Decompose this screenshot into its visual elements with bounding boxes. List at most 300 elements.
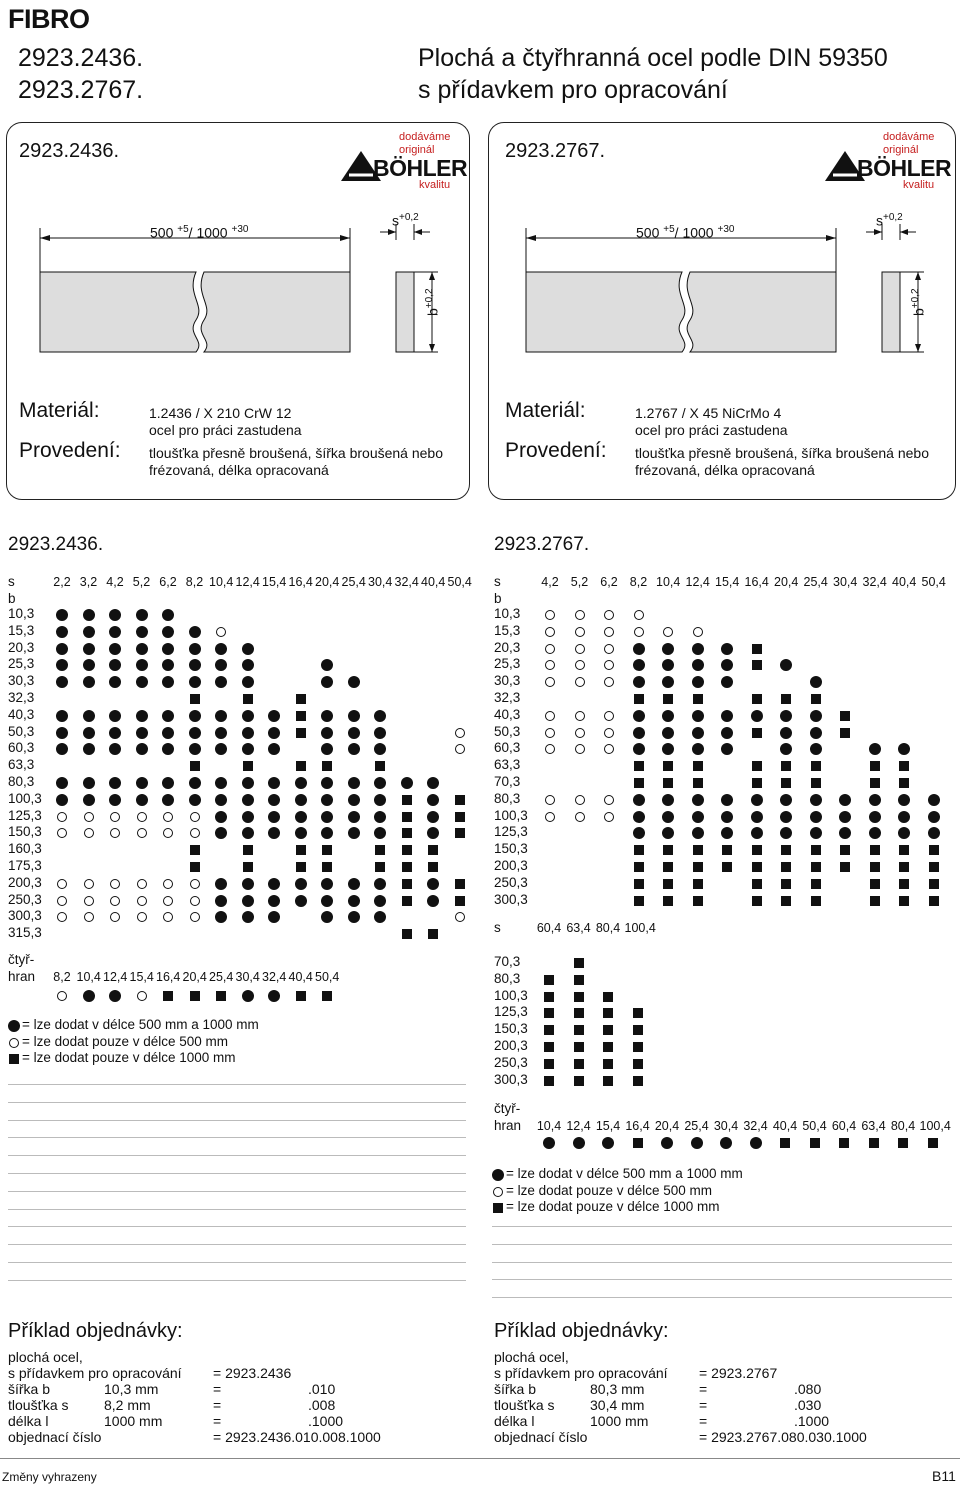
open-circle-mark [545,728,555,738]
panel-code: 2923.2436. [19,140,120,162]
full-circle-mark [348,727,360,739]
full-circle-mark [602,1137,614,1149]
s-column-header: 25,4 [341,575,366,589]
full-circle-mark [321,827,333,839]
example-equals: = [213,1397,222,1413]
open-circle-mark [9,1038,19,1048]
square-mark [296,845,306,855]
drawing-left [40,224,438,352]
full-circle-mark [83,710,95,722]
s-label: s [876,212,883,229]
square-mark [870,862,880,872]
example-label: plochá ocel, [8,1349,83,1365]
full-circle-mark [83,659,95,671]
full-circle-mark [662,659,674,671]
example-heading: Příklad objednávky: [494,1320,669,1342]
square-mark [574,992,584,1002]
b-row-label: 300,3 [8,908,42,924]
full-circle-mark [83,777,95,789]
full-circle-mark [348,827,360,839]
square-mark [243,694,253,704]
square-mark [781,778,791,788]
full-circle-mark [780,659,792,671]
full-circle-mark [215,878,227,890]
full-circle-mark [8,1020,20,1032]
full-circle-mark [691,1137,703,1149]
full-circle-mark [109,794,121,806]
full-circle-mark [374,794,386,806]
full-circle-mark [721,827,733,839]
legend-text: = lze dodat pouze v délce 500 mm [22,1033,229,1049]
square-mark [634,862,644,872]
note-line [8,1155,466,1156]
example-equals: = 2923.2436.010.008.1000 [213,1429,381,1445]
b-row-label: 30,3 [8,673,35,689]
square-mark [455,879,465,889]
s-column-header: 20,4 [774,575,799,589]
full-circle-mark [661,1137,673,1149]
full-circle-mark [162,710,174,722]
full-circle-mark [295,811,307,823]
b-row-label: 100,3 [494,807,528,823]
square-mark [899,896,909,906]
full-circle-mark [374,710,386,722]
full-circle-mark [215,811,227,823]
b-row-label: 63,3 [8,757,35,773]
square-mark [929,896,939,906]
square-mark [752,896,762,906]
s-column-header: 50,4 [921,575,946,589]
square-mark [402,929,412,939]
full-circle-mark [109,659,121,671]
example-label: délka l [8,1413,49,1429]
full-circle-mark [189,794,201,806]
example-value: 30,4 mm [590,1397,645,1413]
square-mark [693,896,703,906]
note-line [8,1244,466,1245]
s-column-header: 10,4 [209,575,234,589]
s-column-header: 32,4 [394,575,419,589]
full-circle-mark [633,811,645,823]
full-circle-mark [427,794,439,806]
b-tol: +0,2 [910,288,921,309]
square-mark [663,761,673,771]
b-row-label: 125,3 [8,807,42,823]
s-column-header: 12,4 [685,575,710,589]
full-circle-mark [633,794,645,806]
square-mark [574,1008,584,1018]
full-circle-mark [268,911,280,923]
full-circle-mark [242,794,254,806]
full-circle-mark [56,676,68,688]
logo-text-2: originál [399,144,435,156]
page-title: Plochá a čtyřhranná ocel podle DIN 59350 [418,44,888,72]
open-circle-mark [190,812,200,822]
legend-text: = lze dodat pouze v délce 500 mm [506,1182,713,1198]
full-circle-mark [427,777,439,789]
b-row-label: 200,3 [494,858,528,873]
open-circle-mark [545,627,555,637]
full-circle-mark [162,626,174,638]
example-equals: = 2923.2767.080.030.1000 [699,1429,867,1445]
open-circle-mark [545,744,555,754]
full-circle-mark [427,895,439,907]
example-equals: = [699,1381,708,1397]
square-mark [811,879,821,889]
logo-word: BÖHLER [373,155,468,181]
full-circle-mark [780,743,792,755]
full-circle-mark [662,811,674,823]
open-circle-mark [575,627,585,637]
execution-label: Provedení: [19,439,121,462]
full-circle-mark [374,777,386,789]
b-row-label: 250,3 [494,874,528,890]
length-sep: / [188,224,193,241]
b-row-label: 150,3 [8,824,42,840]
b-row-label: 80,3 [8,774,35,789]
square-mark [752,879,762,889]
full-circle-mark [633,676,645,688]
open-circle-mark [190,896,200,906]
full-circle-mark [721,794,733,806]
open-circle-mark [604,795,614,805]
full-circle-mark [215,911,227,923]
full-circle-mark [720,1137,732,1149]
open-circle-mark [110,828,120,838]
b-row-label: 300,3 [494,1071,528,1087]
full-circle-mark [268,990,280,1002]
full-circle-mark [721,811,733,823]
logo-text-1: dodáváme [883,131,935,143]
full-circle-mark [374,895,386,907]
square-mark [870,879,880,889]
square-mark [663,778,673,788]
full-circle-mark [839,811,851,823]
b-row-label: 315,3 [8,925,42,941]
full-circle-mark [898,811,910,823]
square-mark [811,778,821,788]
full-circle-mark [242,643,254,655]
square-mark [633,1025,643,1035]
square-mark [190,845,200,855]
square-mark [603,1008,613,1018]
open-circle-mark [604,627,614,637]
open-circle-mark [163,912,173,922]
full-circle-mark [109,676,121,688]
square-mark [402,862,412,872]
square-mark [574,1042,584,1052]
square-mark [899,879,909,889]
full-circle-mark [109,743,121,755]
s-column-header: 30,4 [833,575,858,589]
open-circle-mark [575,812,585,822]
square-mark [428,929,438,939]
length-tol-1: +5 [177,224,189,235]
b-header-label: b [494,591,502,606]
b-row-label: 50,3 [8,723,35,739]
technical-drawings [0,200,960,370]
full-circle-mark [928,794,940,806]
b-row-label: 20,3 [494,639,521,655]
s-column-header: 10,4 [656,575,681,589]
square-mark [296,862,306,872]
example-equals: = [213,1381,222,1397]
full-circle-mark [692,676,704,688]
full-circle-mark [692,710,704,722]
square-size-header: 63,4 [861,1119,886,1133]
square-mark [190,694,200,704]
full-circle-mark [348,895,360,907]
full-circle-mark [348,878,360,890]
note-line [492,1262,952,1263]
s-column-header: 12,4 [235,575,260,589]
square-mark [899,761,909,771]
full-circle-mark [56,626,68,638]
b-row-label: 60,3 [494,740,521,756]
open-circle-mark [545,677,555,687]
square-mark [752,728,762,738]
square-mark [322,845,332,855]
material-label: Materiál: [505,399,586,422]
full-circle-mark [295,794,307,806]
square-size-header: 25,4 [684,1119,709,1133]
square-size-header: 30,4 [235,970,260,984]
panel-code: 2923.2767. [505,140,606,162]
square-size-header: 40,4 [288,970,313,984]
example-label: objednací číslo [8,1429,102,1445]
square-mark [322,862,332,872]
square-mark [811,845,821,855]
s-column-header: 32,4 [862,575,887,589]
example-value: 8,2 mm [104,1397,151,1413]
logo-text-3: kvalitu [903,179,935,191]
full-circle-mark [215,659,227,671]
full-circle-mark [189,710,201,722]
square-mark [322,761,332,771]
s-column-header: 60,4 [536,921,562,935]
b-label: b [424,308,441,316]
square-size-header: 60,4 [831,1119,857,1133]
open-circle-mark [57,828,67,838]
square-mark [752,778,762,788]
full-circle-mark [215,676,227,688]
length-value-1: 500 [150,224,174,241]
full-circle-mark [56,609,68,621]
full-circle-mark [268,710,280,722]
full-circle-mark [295,827,307,839]
square-mark [296,761,306,771]
square-mark [663,694,673,704]
full-circle-mark [374,878,386,890]
b-row-label: 250,3 [494,1054,528,1070]
full-circle-mark [268,827,280,839]
square-size-header: 20,4 [654,1119,680,1133]
square-mark [375,845,385,855]
example-code-part: .1000 [794,1413,830,1429]
full-circle-mark [136,676,148,688]
example-code-part: .008 [308,1397,336,1413]
open-circle-mark [57,991,67,1001]
full-circle-mark [83,609,95,621]
full-circle-mark [374,911,386,923]
square-mark [544,992,554,1002]
full-circle-mark [374,727,386,739]
full-circle-mark [321,727,333,739]
full-circle-mark [633,643,645,655]
full-circle-mark [810,727,822,739]
s-column-header: 8,2 [185,575,204,589]
full-circle-mark [162,743,174,755]
table-title: 2923.2436. [8,534,104,555]
square-mark [296,711,306,721]
square-mark [840,711,850,721]
full-circle-mark [242,743,254,755]
square-mark [190,862,200,872]
s-column-header: 16,4 [744,575,769,589]
open-circle-mark [57,812,67,822]
example-label: délka l [494,1413,535,1429]
s-header-label: s [494,920,501,935]
note-line [8,1173,466,1174]
full-circle-mark [215,794,227,806]
s-column-header: 3,2 [79,575,98,589]
s-column-header: 80,4 [595,921,621,935]
open-circle-mark [455,728,465,738]
b-row-label: 300,3 [494,891,528,907]
square-mark [633,1138,643,1148]
s-column-header: 20,4 [315,575,340,589]
full-circle-mark [83,743,95,755]
full-circle-mark [109,727,121,739]
example-value: 80,3 mm [590,1381,645,1397]
execution-line-1: tloušťka přesně broušená, šířka broušená nebo [149,445,443,461]
full-circle-mark [721,676,733,688]
square-size-header: 50,4 [802,1119,827,1133]
full-circle-mark [662,727,674,739]
open-circle-mark [575,660,585,670]
example-code-part: .1000 [308,1413,344,1429]
legend-text: = lze dodat v délce 500 mm a 1000 mm [506,1166,743,1181]
s-column-header: 6,2 [159,575,177,589]
full-circle-mark [348,794,360,806]
open-circle-mark [545,812,555,822]
open-circle-mark [137,991,147,1001]
square-mark [455,828,465,838]
table-title: 2923.2767. [494,534,590,555]
full-circle-mark [692,743,704,755]
full-circle-mark [295,878,307,890]
full-circle-mark [721,643,733,655]
open-circle-mark [163,812,173,822]
square-size-header: 15,4 [129,970,154,984]
full-circle-mark [839,827,851,839]
full-circle-mark [543,1137,555,1149]
full-circle-mark [162,777,174,789]
example-value: 1000 mm [104,1413,163,1429]
s-column-header: 2,2 [53,575,71,589]
full-circle-mark [662,676,674,688]
note-line [492,1244,952,1245]
drawing-right [526,224,924,352]
execution-line-1: tloušťka přesně broušená, šířka broušená nebo [635,445,929,461]
full-circle-mark [721,710,733,722]
full-circle-mark [83,794,95,806]
open-circle-mark [455,744,465,754]
material-note: ocel pro práci zastudena [149,422,302,438]
open-circle-mark [604,610,614,620]
full-circle-mark [162,794,174,806]
s-column-header: 6,2 [600,575,618,589]
square-mark [663,845,673,855]
square-mark [693,694,703,704]
b-row-label: 15,3 [8,622,35,638]
example-equals: = 2923.2767 [699,1365,778,1381]
square-size-header: 12,4 [566,1119,591,1133]
example-equals: = 2923.2436 [213,1365,292,1381]
full-circle-mark [692,643,704,655]
b-row-label: 25,3 [494,656,521,672]
full-circle-mark [427,878,439,890]
b-row-label: 100,3 [8,790,42,806]
full-circle-mark [374,827,386,839]
full-circle-mark [268,895,280,907]
full-circle-mark [751,710,763,722]
s-dimension-label [392,212,419,229]
square-size-header: 16,4 [625,1119,650,1133]
full-circle-mark [321,743,333,755]
material-value: 1.2436 / X 210 CrW 12 [149,405,292,421]
b-dimension-label [424,288,441,316]
square-mark [243,761,253,771]
full-circle-mark [83,727,95,739]
square-mark [693,761,703,771]
square-mark [663,896,673,906]
full-circle-mark [215,895,227,907]
full-circle-mark [109,609,121,621]
open-circle-mark [634,610,644,620]
full-circle-mark [268,743,280,755]
logo-text-2: originál [883,144,919,156]
example-label: s přídavkem pro opracování [494,1365,668,1381]
s-label: s [392,212,399,229]
full-circle-mark [268,727,280,739]
full-circle-mark [692,659,704,671]
square-label: hran [8,969,36,984]
legend-text: = lze dodat pouze v délce 1000 mm [22,1050,236,1065]
full-circle-mark [242,911,254,923]
square-mark [633,1076,643,1086]
b-dimension-label [910,288,927,316]
s-column-header: 25,4 [803,575,828,589]
square-mark [544,1025,554,1035]
square-mark [752,761,762,771]
full-circle-mark [242,659,254,671]
full-circle-mark [136,794,148,806]
full-circle-mark [869,794,881,806]
full-circle-mark [780,710,792,722]
square-mark [929,862,939,872]
b-row-label: 125,3 [494,1004,528,1020]
product-code-1: 2923.2436. [18,44,144,72]
legend-text: = lze dodat v délce 500 mm a 1000 mm [22,1017,259,1032]
full-circle-mark [321,676,333,688]
bohler-logo [327,131,477,191]
b-row-label: 200,3 [494,1038,528,1053]
s-column-header: 50,4 [447,575,472,589]
square-size-header: 32,4 [743,1119,768,1133]
full-circle-mark [869,811,881,823]
b-row-label: 15,3 [494,622,521,638]
